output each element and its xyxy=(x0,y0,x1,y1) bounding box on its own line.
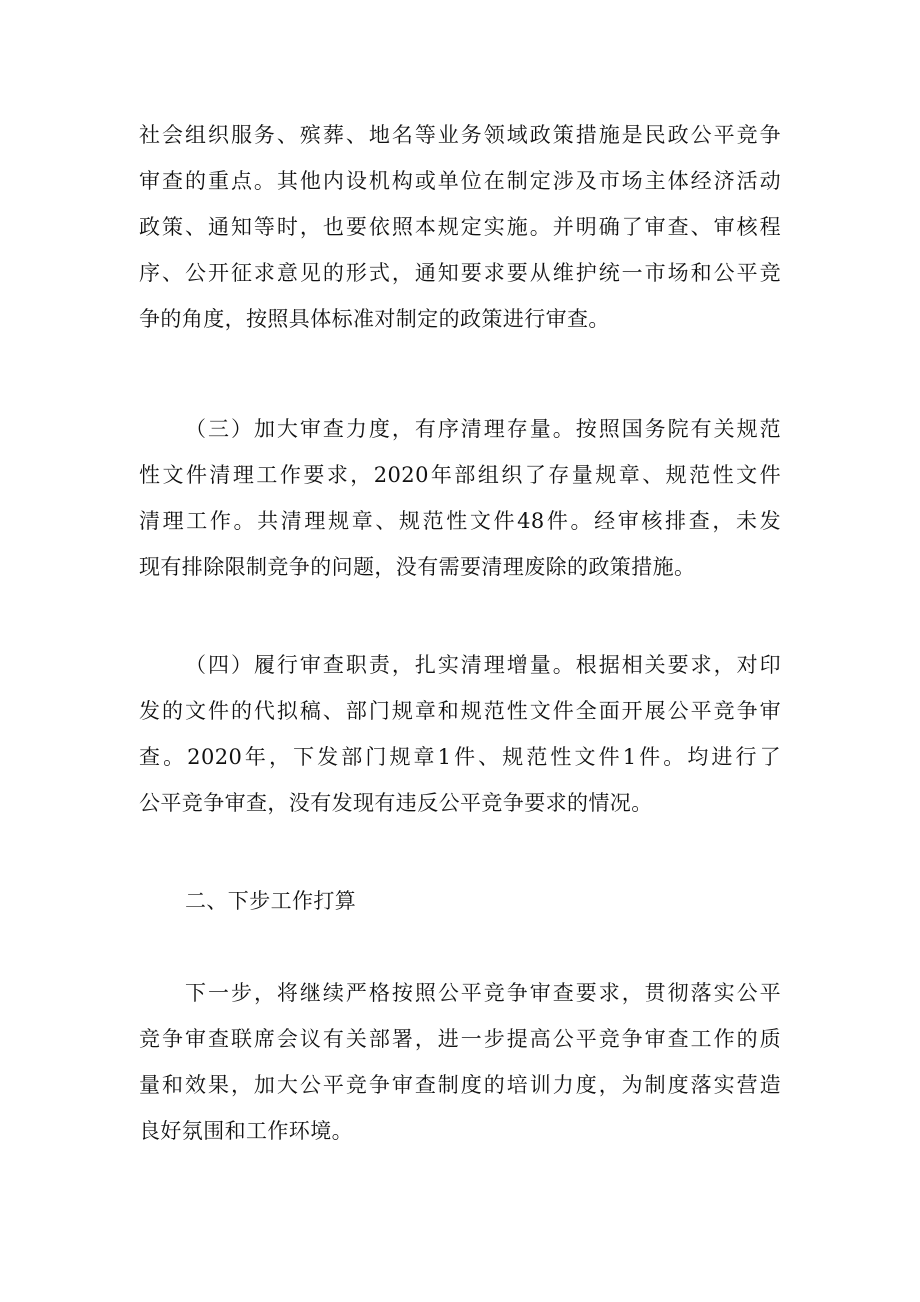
text-line: 序、公开征求意见的形式，通知要求要从维护统一市场和公平竞 xyxy=(139,261,781,285)
text-line: （四）履行审查职责，扎实清理增量。根据相关要求，对印 xyxy=(185,653,781,677)
text-line: 查。2020年，下发部门规章1件、规范性文件1件。均进行了 xyxy=(139,745,781,769)
text-line: 审查的重点。其他内设机构或单位在制定涉及市场主体经济活动 xyxy=(139,169,781,193)
text-line: 竞争审查联席会议有关部署，进一步提高公平竞争审查工作的质 xyxy=(139,1027,781,1051)
text-line: 争的角度，按照具体标准对制定的政策进行审查。 xyxy=(139,307,610,331)
text-line: 性文件清理工作要求，2020年部组织了存量规章、规范性文件 xyxy=(139,463,781,487)
paragraph-policy-review-scope xyxy=(139,112,781,342)
section-heading-next-steps xyxy=(139,878,781,924)
text-line: 发的文件的代拟稿、部门规章和规范性文件全面开展公平竞争审 xyxy=(139,699,781,723)
text-line: 量和效果，加大公平竞争审查制度的培训力度，为制度落实营造 xyxy=(139,1073,781,1097)
text-line: 清理工作。共清理规章、规范性文件48件。经审核排查，未发 xyxy=(139,509,781,533)
text-line: 下一步，将继续严格按照公平竞争审查要求，贯彻落实公平 xyxy=(185,981,781,1005)
heading-text: 二、下步工作打算 xyxy=(185,889,357,913)
text-line: 良好氛围和工作环境。 xyxy=(139,1119,353,1143)
text-line: 公平竞争审查，没有发现有违反公平竞争要求的情况。 xyxy=(139,791,653,815)
paragraph-section-four xyxy=(139,642,781,826)
text-line: 社会组织服务、殡葬、地名等业务领域政策措施是民政公平竞争 xyxy=(139,123,781,147)
paragraph-next-steps xyxy=(139,970,781,1154)
text-line: 现有排除限制竞争的问题，没有需要清理废除的政策措施。 xyxy=(139,555,696,579)
text-line: 政策、通知等时，也要依照本规定实施。并明确了审查、审核程 xyxy=(139,215,781,239)
text-line: （三）加大审查力度，有序清理存量。按照国务院有关规范 xyxy=(185,417,781,441)
paragraph-section-three xyxy=(139,406,781,590)
